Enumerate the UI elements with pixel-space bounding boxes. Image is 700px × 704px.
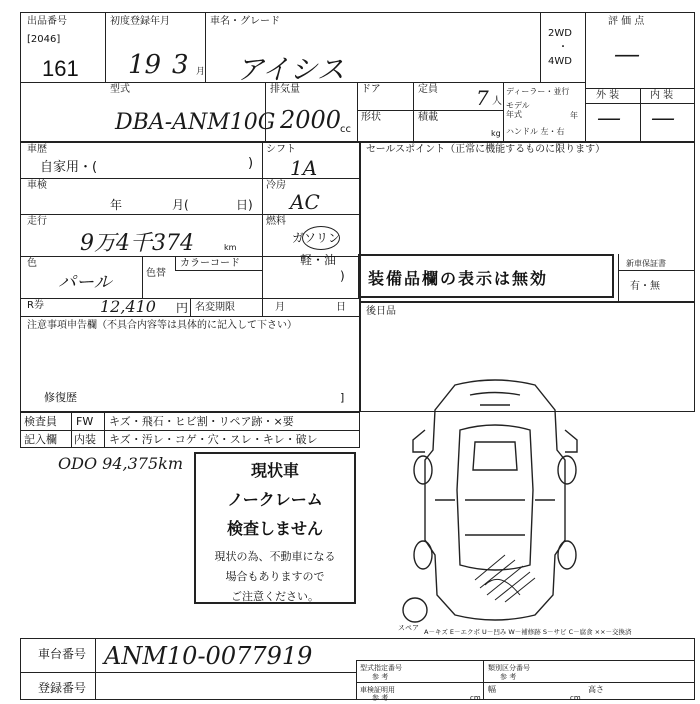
month-unit: 月 [196, 67, 206, 77]
reg-year-label: 初度登録年月 [110, 16, 170, 27]
capacity-unit: 人 [492, 96, 502, 107]
rating-label: 評 価 点 [608, 16, 645, 27]
fuel-gas-circle [302, 226, 340, 250]
category-label: 車歴 [27, 144, 47, 155]
interior-inspect-label: 内装 [74, 433, 96, 446]
car-body-diagram [395, 370, 595, 630]
category-value: 自家用・( [40, 160, 98, 175]
inspection-day: 日) [236, 198, 253, 212]
model-year-unit: 年 [570, 111, 578, 120]
load-unit: kg [491, 129, 501, 138]
stamp-line2: ノークレーム [227, 490, 323, 509]
load-label: 積載 [418, 112, 438, 123]
door-label: ドア [361, 84, 381, 95]
stamp-line6: ご注意ください。 [231, 590, 319, 603]
shape-label: 形状 [361, 112, 381, 123]
shift-value: 1A [290, 156, 318, 180]
name-change-month: 月 [275, 302, 285, 313]
repair-close: ] [340, 391, 345, 404]
interior-value: ― [652, 106, 674, 131]
capacity-label: 定員 [418, 84, 438, 95]
designated-label: 型式指定番号 [360, 664, 402, 672]
car-name-value: アイシス [236, 53, 345, 86]
interior-label: 内 装 [650, 90, 674, 101]
repair-label: 修復歴 [44, 391, 77, 404]
drive-4wd: 4WD [548, 56, 572, 67]
chassis-label: 車台番号 [38, 647, 87, 661]
drive-dot: ・ [558, 42, 568, 53]
stamp-line3: 検査しません [226, 519, 323, 538]
later-label: 後日品 [366, 306, 396, 317]
model-code: DBA-ANM10G [115, 110, 276, 135]
category-close: ) [248, 156, 254, 171]
top-edge-strip [0, 0, 700, 6]
drive-2wd: 2WD [548, 28, 572, 39]
exterior-value: ― [598, 106, 620, 131]
dealer-label: ディーラー・並行 [506, 87, 570, 96]
height-label: 高さ [588, 685, 604, 694]
interior-items: キズ・汚レ・コゲ・穴・スレ・キレ・破レ [109, 433, 318, 446]
shift-label: シフト [266, 144, 296, 155]
displacement-value: 2000 [280, 106, 342, 134]
fw-label: FW [76, 415, 94, 428]
warranty-value: 有・無 [630, 281, 660, 292]
reg-month-value: 3 [172, 50, 189, 80]
capacity-value: 7 [476, 86, 489, 110]
cm-2: cm [570, 694, 581, 702]
displacement-label: 排気量 [270, 84, 300, 95]
writer-label: 記入欄 [24, 433, 57, 446]
certificate-label: 車検証明用 [360, 686, 395, 694]
stamp-line5: 場合もありますので [225, 570, 325, 583]
reference3-label: 参 考 [372, 694, 389, 702]
reference2-label: 参 考 [500, 673, 517, 681]
ac-label: 冷房 [266, 180, 286, 191]
rating-value: ― [615, 40, 639, 68]
lot-number: 161 [42, 56, 79, 81]
fuel-gas: ガソリン [292, 231, 341, 245]
inspection-label: 車検 [27, 180, 47, 191]
ac-value: AC [290, 190, 320, 214]
mileage-unit: km [224, 243, 237, 252]
recycle-value: 12,410 [100, 297, 156, 316]
mileage-label: 走行 [27, 216, 47, 227]
stamp-line4: 現状の為、不動車になる [214, 550, 336, 563]
warranty-label: 新車保証書 [626, 259, 666, 268]
spare-label: スペア [398, 624, 419, 632]
classification-label: 類別区分番号 [488, 664, 530, 672]
lot-code: [2046] [27, 34, 61, 45]
color-label: 色 [27, 258, 37, 269]
color-change-label: 色替 [146, 268, 166, 279]
mileage-value: 9万4千374 [80, 231, 194, 256]
cm-1: cm [470, 694, 481, 702]
sales-label: セールスポイント（正常に機能するものに限ります） [366, 144, 606, 155]
reference-label: 参 考 [372, 673, 389, 681]
inspection-year: 年 [110, 198, 123, 212]
recycle-unit: 円 [176, 301, 189, 315]
color-value: パール [58, 272, 112, 293]
name-change-label: 名変期限 [195, 302, 235, 313]
exterior-label: 外 装 [596, 90, 620, 101]
handle-label: ハンドル 左・右 [506, 127, 565, 136]
lot-label: 出品番号 [27, 16, 67, 27]
model-year-label: モデル年式 [506, 101, 530, 119]
name-change-day: 日 [336, 302, 346, 313]
notes-label: 注意事項申告欄（不具合内容等は具体的に記入して下さい） [27, 320, 297, 331]
car-name-label: 車名・グレード [210, 16, 280, 27]
fw-items: キズ・飛石・ヒビ割・リペア跡・×要 [109, 415, 294, 428]
inspector-label: 検査員 [24, 415, 57, 428]
displacement-unit: cc [340, 124, 351, 135]
color-code-label: カラーコード [180, 258, 240, 269]
stamp-line1: 現状車 [250, 461, 299, 480]
damage-legend: A－キズ E－エクボ U－凹み W－補修跡 S－サビ C－腐食 ××－交換済 [424, 628, 632, 636]
odo-note: ODO 94,375km [58, 454, 183, 473]
model-label: 型式 [110, 84, 130, 95]
equipment-notice: 装備品欄の表示は無効 [368, 269, 549, 288]
fuel-label: 燃料 [266, 216, 286, 227]
recycle-label: R券 [27, 300, 44, 311]
regno-label: 登録番号 [38, 681, 87, 695]
fuel-close: ) [340, 269, 345, 283]
reg-year-value: 19 [128, 50, 162, 80]
chassis-value: ANM10-0077919 [104, 642, 313, 670]
width-label: 幅 [488, 685, 496, 694]
fuel-light: 軽・油 [300, 253, 337, 267]
inspection-month: 月( [172, 198, 189, 212]
